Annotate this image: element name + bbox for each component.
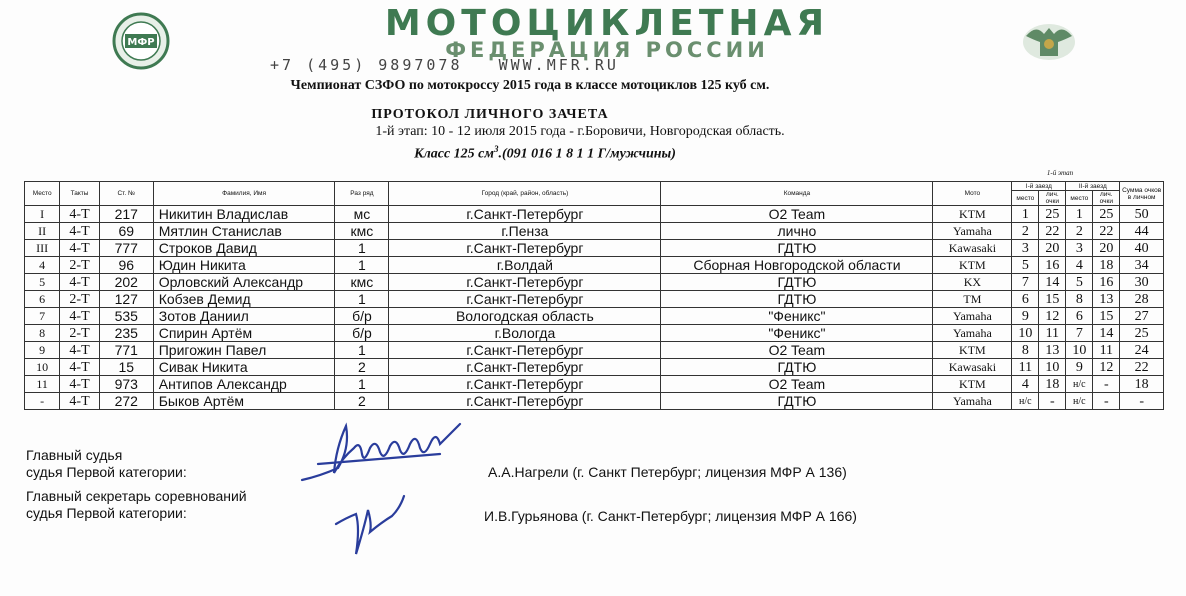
- cell-place: 8: [25, 325, 60, 342]
- cell-place: 6: [25, 291, 60, 308]
- cell-strokes: 4-T: [60, 206, 99, 223]
- col-header-rank: Раз ряд: [335, 182, 389, 206]
- stage-label: 1-й этап: [1046, 169, 1074, 177]
- cell-race2-points: 15: [1093, 308, 1120, 325]
- cell-strokes: 2-T: [60, 325, 99, 342]
- cell-race2-place: 3: [1066, 240, 1093, 257]
- cell-race2-points: -: [1093, 393, 1120, 410]
- cell-moto: TM: [933, 291, 1012, 308]
- cell-race2-points: 25: [1093, 206, 1120, 223]
- chief-judge-title: Главный судья: [26, 447, 123, 463]
- cell-name: Пригожин Павел: [153, 342, 335, 359]
- cell-moto: Yamaha: [933, 223, 1012, 240]
- cell-number: 973: [99, 376, 153, 393]
- cell-race1-points: 20: [1039, 240, 1066, 257]
- class-prefix: Класс 125 см: [414, 146, 494, 162]
- federation-name: [262, 3, 952, 62]
- table-row: [25, 393, 1164, 410]
- table-row: [25, 325, 1164, 342]
- cell-race2-place: 6: [1066, 308, 1093, 325]
- chief-judge-signature: [290, 418, 480, 493]
- cell-name: Зотов Даниил: [153, 308, 335, 325]
- cell-moto: KX: [933, 274, 1012, 291]
- col-header-race1: I-й заезд: [1012, 182, 1066, 191]
- cell-race2-place: 8: [1066, 291, 1093, 308]
- col-header-race2: II-й заезд: [1066, 182, 1120, 191]
- col-header-race2-points: лич. очки: [1093, 191, 1120, 206]
- championship-title: Чемпионат СЗФО по мотокроссу 2015 года в классе мотоциклов 125 куб см.: [290, 78, 770, 93]
- cell-name: Антипов Александр: [153, 376, 335, 393]
- cell-race1-points: -: [1039, 393, 1066, 410]
- cell-total: 25: [1120, 325, 1164, 342]
- table-row: [25, 376, 1164, 393]
- cell-strokes: 4-T: [60, 359, 99, 376]
- col-header-total: Сумма очков в личном: [1120, 182, 1164, 206]
- cell-moto: KTM: [933, 376, 1012, 393]
- secretary-title: Главный секретарь соревнований: [26, 488, 247, 504]
- cell-team: ГДТЮ: [661, 274, 933, 291]
- cell-strokes: 4-T: [60, 393, 99, 410]
- cell-team: ГДТЮ: [661, 291, 933, 308]
- cell-race1-place: 10: [1012, 325, 1039, 342]
- cell-moto: KTM: [933, 257, 1012, 274]
- cell-race2-points: 11: [1093, 342, 1120, 359]
- cell-rank: б/р: [335, 308, 389, 325]
- col-header-moto: Мото: [933, 182, 1012, 206]
- cell-number: 771: [99, 342, 153, 359]
- cell-number: 15: [99, 359, 153, 376]
- cell-rank: 2: [335, 359, 389, 376]
- secretary-signature: [330, 488, 410, 558]
- cell-race2-points: 16: [1093, 274, 1120, 291]
- cell-race1-place: 2: [1012, 223, 1039, 240]
- cell-race2-place: н/с: [1066, 376, 1093, 393]
- federation-contacts: +7 (495) 9897078 WWW.MFR.RU: [270, 56, 619, 74]
- cell-race1-place: 8: [1012, 342, 1039, 359]
- federation-name-line2: ФЕДЕРАЦИЯ РОССИИ: [445, 38, 769, 62]
- cell-moto: Yamaha: [933, 393, 1012, 410]
- cell-total: 30: [1120, 274, 1164, 291]
- cell-race2-place: 2: [1066, 223, 1093, 240]
- cell-number: 272: [99, 393, 153, 410]
- cell-race2-points: 13: [1093, 291, 1120, 308]
- cell-number: 127: [99, 291, 153, 308]
- cell-race2-place: н/с: [1066, 393, 1093, 410]
- col-header-race2-place: место: [1066, 191, 1093, 206]
- col-header-race1-points: лич. очки: [1039, 191, 1066, 206]
- cell-race1-points: 15: [1039, 291, 1066, 308]
- mfr-emblem-logo: [95, 12, 187, 70]
- cell-number: 202: [99, 274, 153, 291]
- cell-rank: 2: [335, 393, 389, 410]
- table-row: [25, 291, 1164, 308]
- cell-city: г.Санкт-Петербург: [389, 342, 661, 359]
- table-row: [25, 206, 1164, 223]
- cell-race1-points: 22: [1039, 223, 1066, 240]
- cell-race2-place: 5: [1066, 274, 1093, 291]
- cell-team: лично: [661, 223, 933, 240]
- chief-judge-name: А.А.Нагрели (г. Санкт Петербург; лицензия МФР А 136): [488, 464, 847, 480]
- cell-number: 217: [99, 206, 153, 223]
- cell-total: 44: [1120, 223, 1164, 240]
- cell-name: Никитин Владислав: [153, 206, 335, 223]
- cell-name: Спирин Артём: [153, 325, 335, 342]
- cell-rank: 1: [335, 342, 389, 359]
- cell-team: ГДТЮ: [661, 240, 933, 257]
- secretary-name: И.В.Гурьянова (г. Санкт-Петербург; лицензия МФР А 166): [484, 508, 857, 524]
- cell-moto: Kawasaki: [933, 359, 1012, 376]
- cell-team: ГДТЮ: [661, 393, 933, 410]
- cell-moto: Kawasaki: [933, 240, 1012, 257]
- table-row: [25, 223, 1164, 240]
- cell-city: г.Санкт-Петербург: [389, 206, 661, 223]
- cell-race2-place: 7: [1066, 325, 1093, 342]
- cell-race1-points: 14: [1039, 274, 1066, 291]
- col-header-number: Ст. №: [99, 182, 153, 206]
- cell-race1-place: 9: [1012, 308, 1039, 325]
- cell-city: г.Санкт-Петербург: [389, 359, 661, 376]
- cell-race1-place: н/с: [1012, 393, 1039, 410]
- cell-race2-points: 14: [1093, 325, 1120, 342]
- cell-number: 535: [99, 308, 153, 325]
- logo-left-text: МФР: [127, 37, 155, 48]
- cell-race2-place: 9: [1066, 359, 1093, 376]
- cell-race2-points: 20: [1093, 240, 1120, 257]
- col-header-city: Город (край, район, область): [389, 182, 661, 206]
- cell-total: 40: [1120, 240, 1164, 257]
- cell-name: Строков Давид: [153, 240, 335, 257]
- cell-strokes: 4-T: [60, 223, 99, 240]
- cell-team: "Феникс": [661, 308, 933, 325]
- results-body: [25, 206, 1164, 410]
- cell-strokes: 4-T: [60, 274, 99, 291]
- cell-race1-place: 3: [1012, 240, 1039, 257]
- table-row: [25, 274, 1164, 291]
- class-superscript: 3: [494, 144, 499, 154]
- cell-place: 7: [25, 308, 60, 325]
- cell-race1-place: 6: [1012, 291, 1039, 308]
- cell-race2-place: 10: [1066, 342, 1093, 359]
- col-header-team: Команда: [661, 182, 933, 206]
- cell-rank: б/р: [335, 325, 389, 342]
- cell-team: ГДТЮ: [661, 359, 933, 376]
- table-row: [25, 257, 1164, 274]
- chief-judge-category: судья Первой категории:: [26, 464, 187, 480]
- cell-team: Сборная Новгородской области: [661, 257, 933, 274]
- cell-place: III: [25, 240, 60, 257]
- table-row: [25, 359, 1164, 376]
- cell-race2-place: 4: [1066, 257, 1093, 274]
- class-suffix: .(091 016 1 8 1 1 Г/мужчины): [498, 146, 676, 162]
- cell-strokes: 4-T: [60, 376, 99, 393]
- cell-total: -: [1120, 393, 1164, 410]
- col-header-strokes: Такты: [60, 182, 99, 206]
- protocol-title: ПРОТОКОЛ ЛИЧНОГО ЗАЧЕТА: [371, 107, 609, 122]
- cell-rank: кмс: [335, 223, 389, 240]
- cell-name: Мятлин Станислав: [153, 223, 335, 240]
- table-row: [25, 308, 1164, 325]
- cell-city: г.Вологда: [389, 325, 661, 342]
- cell-name: Юдин Никита: [153, 257, 335, 274]
- cell-city: г.Волдай: [389, 257, 661, 274]
- table-row: [25, 342, 1164, 359]
- cell-number: 235: [99, 325, 153, 342]
- cell-rank: 1: [335, 240, 389, 257]
- cell-race2-points: 12: [1093, 359, 1120, 376]
- cell-city: Вологодская область: [389, 308, 661, 325]
- cell-city: г.Санкт-Петербург: [389, 393, 661, 410]
- cell-total: 18: [1120, 376, 1164, 393]
- cell-team: O2 Team: [661, 206, 933, 223]
- cell-race2-points: 22: [1093, 223, 1120, 240]
- cell-total: 24: [1120, 342, 1164, 359]
- cell-race1-place: 7: [1012, 274, 1039, 291]
- cell-total: 27: [1120, 308, 1164, 325]
- cell-rank: 1: [335, 376, 389, 393]
- cell-place: II: [25, 223, 60, 240]
- cell-race1-place: 5: [1012, 257, 1039, 274]
- cell-strokes: 4-T: [60, 240, 99, 257]
- col-header-name: Фамилия, Имя: [153, 182, 335, 206]
- col-header-place: Место: [25, 182, 60, 206]
- double-headed-eagle-emblem: [1020, 18, 1078, 64]
- cell-race1-points: 12: [1039, 308, 1066, 325]
- cell-rank: кмс: [335, 274, 389, 291]
- cell-place: 5: [25, 274, 60, 291]
- cell-race1-points: 10: [1039, 359, 1066, 376]
- cell-total: 22: [1120, 359, 1164, 376]
- cell-place: 11: [25, 376, 60, 393]
- cell-race1-points: 13: [1039, 342, 1066, 359]
- cell-race1-points: 18: [1039, 376, 1066, 393]
- cell-city: г.Санкт-Петербург: [389, 376, 661, 393]
- cell-moto: KTM: [933, 206, 1012, 223]
- cell-moto: KTM: [933, 342, 1012, 359]
- cell-race1-place: 1: [1012, 206, 1039, 223]
- cell-name: Быков Артём: [153, 393, 335, 410]
- cell-place: -: [25, 393, 60, 410]
- cell-number: 69: [99, 223, 153, 240]
- cell-rank: мс: [335, 206, 389, 223]
- cell-city: г.Санкт-Петербург: [389, 240, 661, 257]
- cell-team: "Феникс": [661, 325, 933, 342]
- col-header-race1-place: место: [1012, 191, 1039, 206]
- cell-name: Сивак Никита: [153, 359, 335, 376]
- cell-city: г.Санкт-Петербург: [389, 274, 661, 291]
- cell-strokes: 4-T: [60, 308, 99, 325]
- class-info: [200, 144, 890, 163]
- cell-race2-points: -: [1093, 376, 1120, 393]
- cell-race2-points: 18: [1093, 257, 1120, 274]
- cell-strokes: 2-T: [60, 291, 99, 308]
- cell-race1-points: 11: [1039, 325, 1066, 342]
- cell-place: 10: [25, 359, 60, 376]
- table-row: [25, 240, 1164, 257]
- cell-rank: 1: [335, 257, 389, 274]
- cell-strokes: 2-T: [60, 257, 99, 274]
- cell-name: Кобзев Демид: [153, 291, 335, 308]
- stage-info: 1-й этап: 10 - 12 июля 2015 года - г.Боровичи, Новгородская область.: [375, 124, 785, 139]
- cell-race1-points: 16: [1039, 257, 1066, 274]
- cell-team: O2 Team: [661, 342, 933, 359]
- cell-race1-place: 4: [1012, 376, 1039, 393]
- cell-total: 28: [1120, 291, 1164, 308]
- cell-number: 96: [99, 257, 153, 274]
- cell-total: 34: [1120, 257, 1164, 274]
- cell-place: I: [25, 206, 60, 223]
- federation-name-line1: МОТОЦИКЛЕТНАЯ: [384, 3, 830, 44]
- cell-place: 9: [25, 342, 60, 359]
- cell-city: г.Пенза: [389, 223, 661, 240]
- cell-number: 777: [99, 240, 153, 257]
- cell-place: 4: [25, 257, 60, 274]
- results-table: [24, 181, 1164, 410]
- cell-city: г.Санкт-Петербург: [389, 291, 661, 308]
- cell-total: 50: [1120, 206, 1164, 223]
- cell-race1-place: 11: [1012, 359, 1039, 376]
- header-row-1: [25, 182, 1164, 191]
- secretary-category: судья Первой категории:: [26, 505, 187, 521]
- cell-strokes: 4-T: [60, 342, 99, 359]
- cell-rank: 1: [335, 291, 389, 308]
- cell-race1-points: 25: [1039, 206, 1066, 223]
- cell-team: O2 Team: [661, 376, 933, 393]
- cell-name: Орловский Александр: [153, 274, 335, 291]
- cell-moto: Yamaha: [933, 325, 1012, 342]
- cell-race2-place: 1: [1066, 206, 1093, 223]
- cell-moto: Yamaha: [933, 308, 1012, 325]
